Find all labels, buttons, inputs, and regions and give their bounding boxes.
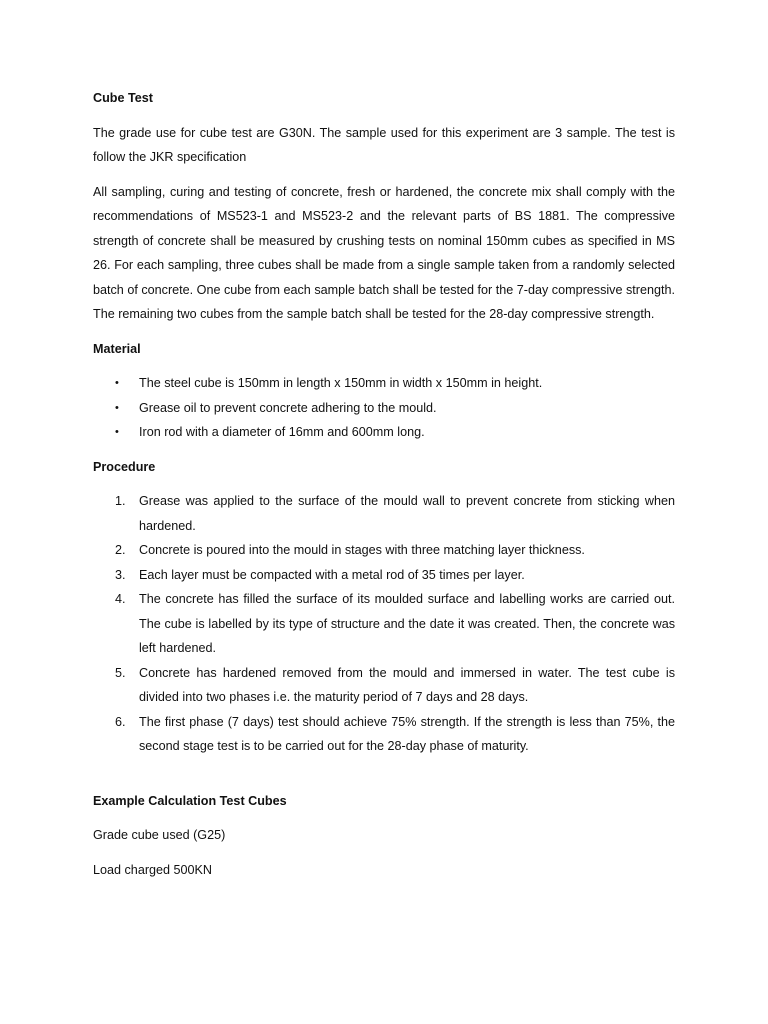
- material-list: [93, 371, 675, 445]
- step-text: Grease was applied to the surface of the mould wall to prevent concrete from sticking when hardened.: [139, 494, 675, 533]
- step-text: Concrete is poured into the mould in stages with three matching layer thickness.: [139, 543, 585, 557]
- grade-paragraph: The grade use for cube test are G30N. The sample used for this experiment are 3 sample. The test is follow the JKR specification: [93, 125, 675, 164]
- list-item: [93, 371, 675, 396]
- step-text: The concrete has filled the surface of its moulded surface and labelling works are carried out. The cube is labelled by its type of structure and the date it was created. Then, the concrete was left hardened.: [139, 592, 675, 655]
- step-number: 2.: [115, 543, 126, 557]
- step-text: The first phase (7 days) test should achieve 75% strength. If the strength is less than 75%, the second stage test is to be carried out for the 28-day phase of maturity.: [139, 714, 675, 753]
- step-number: 6.: [115, 714, 126, 729]
- cube-test-heading: Cube Test: [93, 91, 153, 105]
- document-page: [93, 86, 675, 882]
- material-heading: Material: [93, 341, 141, 356]
- step-number: 3.: [115, 567, 126, 582]
- list-item: [93, 710, 675, 759]
- step-text: Concrete has hardened removed from the mould and immersed in water. The test cube is divided into two phases i.e. the maturity period of 7 days and 28 days.: [139, 665, 675, 704]
- sampling-paragraph: All sampling, curing and testing of concrete, fresh or hardened, the concrete mix shall comply with the recommendations of MS523-1 and MS523-2 and the relevant parts of BS 1881. The compressive strength of concrete shall be measured by crushing tests on nominal 150mm cubes as specified in MS 26. For each sampling, three cubes shall be made from a single sample taken from a randomly selected batch of concrete. One cube from each sample batch shall be tested for the 7-day compressive strength. The remaining two cubes from the sample batch shall be tested for the 28-day compressive strength.: [93, 184, 675, 321]
- example-calculation-heading: Example Calculation Test Cubes: [93, 793, 287, 808]
- step-number: 1.: [115, 494, 126, 508]
- grade-cube-used: Grade cube used (G25): [93, 828, 226, 842]
- list-item: [93, 420, 675, 445]
- material-item-text: Iron rod with a diameter of 16mm and 600mm long.: [139, 425, 425, 439]
- material-item-text: The steel cube is 150mm in length x 150mm in width x 150mm in height.: [139, 376, 543, 390]
- list-item: [93, 563, 675, 588]
- bullet-icon: •: [115, 426, 119, 438]
- step-number: 4.: [115, 592, 126, 606]
- list-item: [93, 661, 675, 710]
- list-item: [93, 489, 675, 538]
- step-text: Each layer must be compacted with a metal rod of 35 times per layer.: [139, 567, 525, 582]
- load-charged: Load charged 500KN: [93, 862, 213, 877]
- procedure-list: [93, 489, 675, 759]
- step-number: 5.: [115, 665, 126, 680]
- bullet-icon: •: [115, 401, 119, 414]
- procedure-heading: Procedure: [93, 459, 156, 474]
- list-item: [93, 538, 675, 563]
- bullet-icon: •: [115, 377, 119, 389]
- list-item: [93, 396, 675, 421]
- material-item-text: Grease oil to prevent concrete adhering to the mould.: [139, 400, 437, 415]
- list-item: [93, 587, 675, 661]
